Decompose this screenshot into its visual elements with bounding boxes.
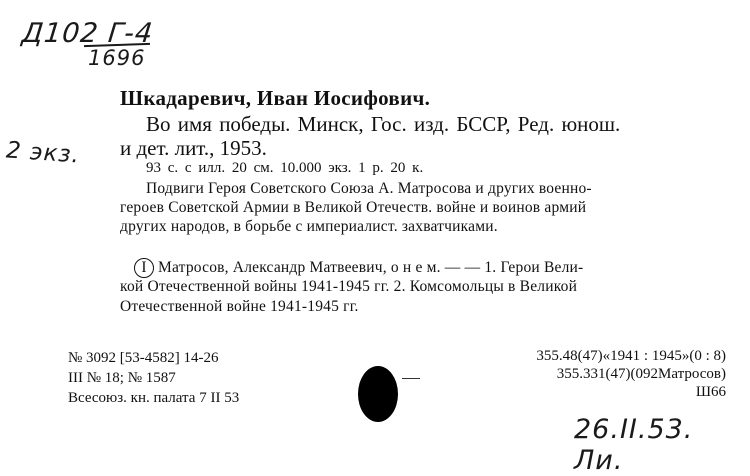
author-mark: Ш66 [695,384,726,400]
title-imprint-line-continued: и дет. лит., 1953. [120,136,267,160]
subject-tracing-line [134,258,583,278]
physical-description: 93 с. с илл. 20 см. 10.000 экз. 1 р. 20 к. [146,160,424,176]
circled-numeral: I [134,258,154,278]
chamber-imprint: Всесоюз. кн. палата 7 II 53 [68,390,240,406]
handwritten-date: 26.II.53. Ли. [574,414,694,476]
subject-text: Матросов, Александр Матвеевич, о н е м. — — 1. Герои Вели- [158,259,584,276]
annotation-line: героев Советской Армии в Великой Отечеств. войне и воинов армий [120,199,587,216]
subject-tracing-line: Отечественной войне 1941-1945 гг. [120,298,359,315]
title-imprint-line: Во имя победы. Минск, Гос. изд. БССР, Ред. юнош. [146,112,621,136]
registry-number: III № 18; № 1587 [68,370,176,386]
handwritten-shelf-mark: Д102 Г-4 [20,18,155,49]
handwritten-copies-note: 2 экз. [5,137,81,169]
classification-code: 355.48(47)«1941 : 1945»(0 : 8) [536,348,726,364]
scan-mark [402,378,420,379]
subject-tracing-line: кой Отечественной войны 1941-1945 гг. 2. Комсомольцы в Великой [120,278,578,295]
order-number: № 3092 [53-4582] 14-26 [68,350,219,366]
classification-code: 355.331(47)(092Матросов) [556,366,726,382]
annotation-line: других народов, в борьбе с империалист. захватчиками. [120,218,498,235]
handwritten-shelf-number: 1696 [88,46,146,70]
author-heading: Шкадаревич, Иван Иосифович. [120,86,431,110]
annotation-line: Подвиги Героя Советского Союза А. Матросова и других военно- [146,180,592,197]
card-punch-hole [358,366,398,422]
